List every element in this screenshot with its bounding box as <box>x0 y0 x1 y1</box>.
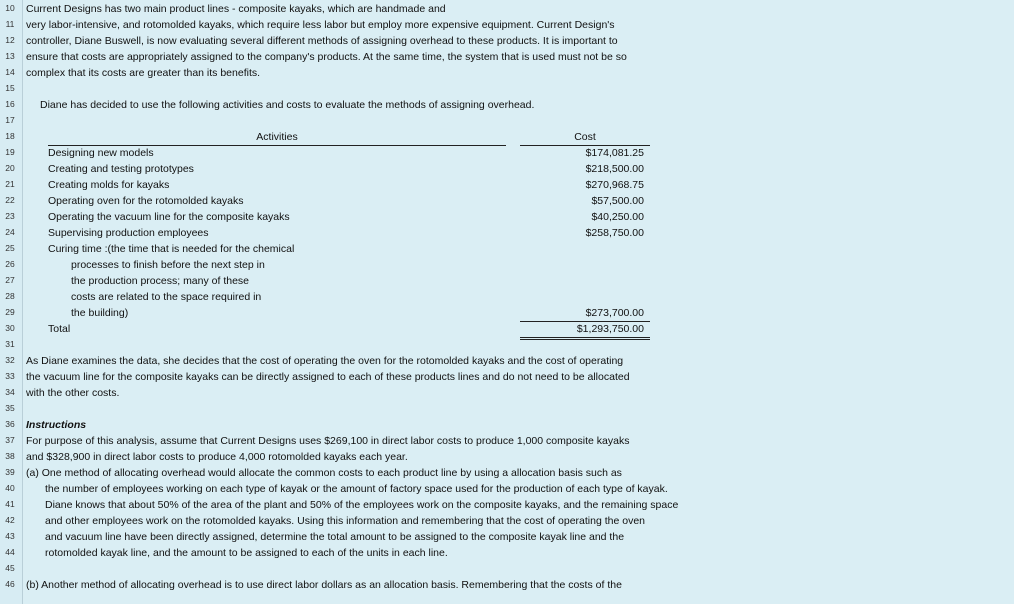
row-number[interactable]: 45 <box>5 563 15 573</box>
examines-line[interactable]: As Diane examines the data, she decides that the cost of operating the oven for the rotomolded kayaks and the cost of operating <box>26 355 624 367</box>
instructions-line[interactable]: (a) One method of allocating overhead would allocate the common costs to each product line by using a allocation basis such as <box>26 467 622 479</box>
row-number[interactable]: 46 <box>5 579 15 589</box>
curing-label[interactable]: processes to finish before the next step in <box>71 259 265 271</box>
row-number[interactable]: 31 <box>5 339 15 349</box>
activity-cost[interactable]: $174,081.25 <box>585 147 644 159</box>
instructions-line[interactable]: For purpose of this analysis, assume that Current Designs uses $269,100 in direct labor costs to produce 1,000 composite kayaks <box>26 435 630 447</box>
intro-line[interactable]: controller, Diane Buswell, is now evaluating several different methods of assigning overhead to these products. It is important to <box>26 35 618 47</box>
curing-label[interactable]: the production process; many of these <box>71 275 250 287</box>
row-number[interactable]: 18 <box>5 131 15 141</box>
total-double-rule-bottom <box>520 339 650 340</box>
row-number[interactable]: 12 <box>5 35 15 45</box>
curing-label[interactable]: Curing time :(the time that is needed for the chemical <box>48 243 295 255</box>
curing-cost[interactable]: $273,700.00 <box>585 307 644 319</box>
cost-header[interactable]: Cost <box>574 131 596 143</box>
activities-header[interactable]: Activities <box>256 131 298 143</box>
intro-line[interactable]: complex that its costs are greater than its benefits. <box>26 67 261 79</box>
row-number[interactable]: 33 <box>5 371 15 381</box>
row-number[interactable]: 27 <box>5 275 15 285</box>
row-number[interactable]: 40 <box>5 483 15 493</box>
row-number[interactable]: 41 <box>5 499 15 509</box>
activity-cost[interactable]: $270,968.75 <box>585 179 644 191</box>
row-number[interactable]: 11 <box>5 19 15 29</box>
activity-cost[interactable]: $57,500.00 <box>591 195 644 207</box>
row-number[interactable]: 42 <box>5 515 15 525</box>
row-number[interactable]: 35 <box>5 403 15 413</box>
part-a-line[interactable]: and other employees work on the rotomolded kayaks. Using this information and remembering that the cost of operating the oven <box>45 515 646 527</box>
row-number[interactable]: 38 <box>5 451 15 461</box>
activity-label[interactable]: Creating and testing prototypes <box>48 163 194 175</box>
row-number[interactable]: 24 <box>5 227 15 237</box>
row-number[interactable]: 14 <box>5 67 15 77</box>
row-number[interactable]: 29 <box>5 307 15 317</box>
part-b-line[interactable]: (b) Another method of allocating overhead is to use direct labor dollars as an allocation basis. Remembering that the costs of the <box>26 579 622 591</box>
row-number[interactable]: 32 <box>5 355 15 365</box>
activity-label[interactable]: Supervising production employees <box>48 227 209 239</box>
examines-line[interactable]: the vacuum line for the composite kayaks can be directly assigned to each of these products lines and do not need to be allocated <box>26 371 630 383</box>
curing-label[interactable]: costs are related to the space required in <box>71 291 262 303</box>
activity-cost[interactable]: $40,250.00 <box>591 211 644 223</box>
part-a-line[interactable]: Diane knows that about 50% of the area of the plant and 50% of the employees work on the composite kayaks, and the remaining space <box>45 499 679 511</box>
row-number[interactable]: 22 <box>5 195 15 205</box>
activity-cost[interactable]: $218,500.00 <box>585 163 644 175</box>
row-number[interactable]: 20 <box>5 163 15 173</box>
intro-line[interactable]: ensure that costs are appropriately assigned to the company's products. At the same time, the system that is used must not be so <box>26 51 627 63</box>
examines-line[interactable]: with the other costs. <box>26 387 120 399</box>
row-number[interactable]: 44 <box>5 547 15 557</box>
row-number[interactable]: 28 <box>5 291 15 301</box>
row-number[interactable]: 26 <box>5 259 15 269</box>
row-number[interactable]: 39 <box>5 467 15 477</box>
row-number[interactable]: 23 <box>5 211 15 221</box>
decision-text[interactable]: Diane has decided to use the following activities and costs to evaluate the methods of assigning overhead. <box>40 99 535 111</box>
activity-label[interactable]: Creating molds for kayaks <box>48 179 170 191</box>
row-number[interactable]: 37 <box>5 435 15 445</box>
row-number[interactable]: 36 <box>5 419 15 429</box>
row-number[interactable]: 13 <box>5 51 15 61</box>
instructions-line[interactable]: and $328,900 in direct labor costs to produce 4,000 rotomolded kayaks each year. <box>26 451 408 463</box>
activity-label[interactable]: Operating oven for the rotomolded kayaks <box>48 195 244 207</box>
row-number[interactable]: 21 <box>5 179 15 189</box>
part-a-line[interactable]: rotomolded kayak line, and the amount to be assigned to each of the units in each line. <box>45 547 448 559</box>
row-number[interactable]: 19 <box>5 147 15 157</box>
activity-label[interactable]: Designing new models <box>48 147 154 159</box>
row-number[interactable]: 34 <box>5 387 15 397</box>
row-number[interactable]: 17 <box>5 115 15 125</box>
row-number[interactable]: 10 <box>5 3 15 13</box>
part-a-line[interactable]: the number of employees working on each type of kayak or the amount of factory space used for the production of each type of kayak. <box>45 483 668 495</box>
row-number[interactable]: 15 <box>5 83 15 93</box>
total-label[interactable]: Total <box>48 323 71 335</box>
row-number[interactable]: 16 <box>5 99 15 109</box>
curing-label[interactable]: the building) <box>71 307 129 319</box>
row-number[interactable]: 25 <box>5 243 15 253</box>
total-double-rule-top <box>520 337 650 338</box>
instructions-title[interactable]: Instructions <box>26 419 87 431</box>
row-number[interactable]: 30 <box>5 323 15 333</box>
activity-cost[interactable]: $258,750.00 <box>585 227 644 239</box>
row-number[interactable]: 43 <box>5 531 15 541</box>
intro-line[interactable]: very labor-intensive, and rotomolded kayaks, which require less labor but employ more expensive equipment. Current Design's <box>26 19 615 31</box>
total-cost[interactable]: $1,293,750.00 <box>576 323 644 335</box>
activity-label[interactable]: Operating the vacuum line for the composite kayaks <box>48 211 290 223</box>
part-a-line[interactable]: and vacuum line have been directly assigned, determine the total amount to be assigned to the composite kayak line and the <box>45 531 625 543</box>
intro-line[interactable]: Current Designs has two main product lines - composite kayaks, which are handmade and <box>26 3 446 15</box>
